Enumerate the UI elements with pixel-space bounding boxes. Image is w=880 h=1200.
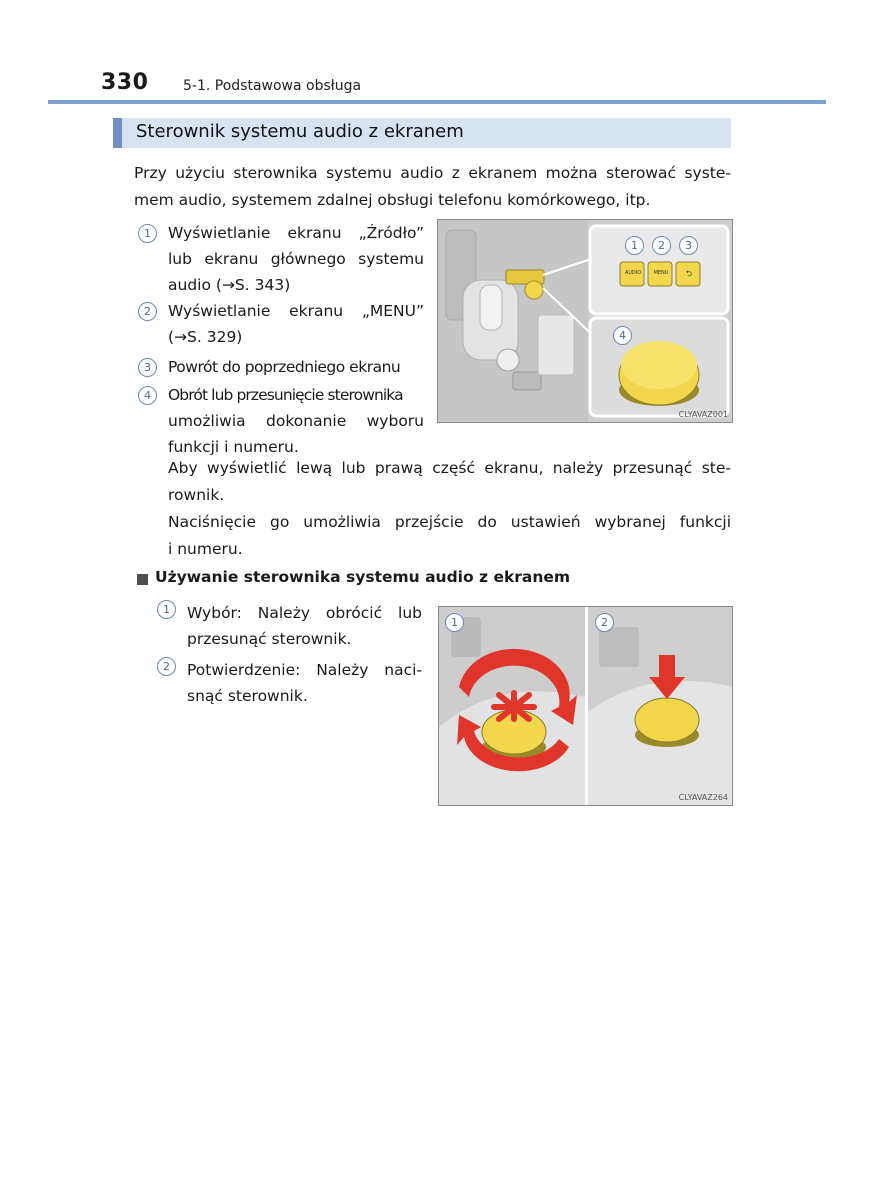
section-title: Sterownik systemu audio z ekranem xyxy=(136,121,464,142)
figure-code: CLYAVAZ264 xyxy=(678,793,728,802)
callout-number: 1 xyxy=(157,600,176,619)
item-line: (→S. 329) xyxy=(168,328,243,346)
callout-number: 1 xyxy=(625,236,644,255)
step-item xyxy=(157,657,422,713)
callout-number: 2 xyxy=(652,236,671,255)
item-line: Obrót lub przesunięcie sterownika xyxy=(168,386,403,404)
note-line: Naciśnięcie go umożliwia przejście do ustawień wybranej funkcji xyxy=(168,513,731,531)
intro-line: Przy użyciu sterownika systemu audio z ekranem można sterować syste- xyxy=(134,164,731,182)
list-item xyxy=(138,220,424,298)
item-line: umożliwia dokonanie wyboru xyxy=(168,412,424,430)
back-button-label: ⮌ xyxy=(685,269,693,278)
usage-illustration xyxy=(439,607,733,806)
feature-list xyxy=(138,220,424,462)
audio-button-label: AUDIO xyxy=(624,270,642,276)
subsection-title: Używanie sterownika systemu audio z ekranem xyxy=(155,568,571,586)
callout-number: 2 xyxy=(595,613,614,632)
chapter-title: 5-1. Podstawowa obsługa xyxy=(183,78,362,94)
note-line: rownik. xyxy=(168,486,225,504)
callout-number: 3 xyxy=(679,236,698,255)
step-list xyxy=(157,600,422,713)
intro-paragraph xyxy=(134,160,731,214)
item-line: Wyświetlanie ekranu „Źródło” xyxy=(168,224,424,242)
header-rule xyxy=(48,100,826,104)
note-paragraph xyxy=(168,509,731,563)
item-line: lub ekranu głównego systemu xyxy=(168,250,424,268)
figure-controller-usage xyxy=(438,606,733,806)
page-number: 330 xyxy=(101,70,149,95)
step-line: Potwierdzenie: Należy naci- xyxy=(187,661,422,679)
callout-number: 3 xyxy=(138,358,157,377)
list-item xyxy=(138,354,424,382)
menu-button-label: MENU xyxy=(653,270,669,276)
note-paragraph xyxy=(168,455,731,509)
callout-number: 2 xyxy=(138,302,157,321)
item-line: Wyświetlanie ekranu „MENU” xyxy=(168,302,424,320)
intro-line: mem audio, systemem zdalnej obsługi telefonu komórkowego, itp. xyxy=(134,191,651,209)
callout-number: 4 xyxy=(138,386,157,405)
list-item xyxy=(138,382,424,462)
callout-number: 1 xyxy=(138,224,157,243)
callout-number: 1 xyxy=(445,613,464,632)
step-item xyxy=(157,600,422,656)
note-line: i numeru. xyxy=(168,540,243,558)
note-line: Aby wyświetlić lewą lub prawą część ekranu, należy przesunąć ste- xyxy=(168,459,731,477)
figure-controller-overview xyxy=(437,219,733,423)
figure-code: CLYAVAZ001 xyxy=(678,410,728,419)
item-line: audio (→S. 343) xyxy=(168,276,291,294)
item-line: funkcji i numeru. xyxy=(168,438,299,456)
callout-number: 2 xyxy=(157,657,176,676)
step-line: Wybór: Należy obrócić lub xyxy=(187,604,422,622)
list-item xyxy=(138,298,424,354)
step-line: snąć sterownik. xyxy=(187,687,308,705)
callout-number: 4 xyxy=(613,326,632,345)
step-line: przesunąć sterownik. xyxy=(187,630,352,648)
section-heading-bar xyxy=(113,118,731,148)
item-line: Powrót do poprzedniego ekranu xyxy=(168,358,401,376)
subsection-marker xyxy=(137,574,148,585)
